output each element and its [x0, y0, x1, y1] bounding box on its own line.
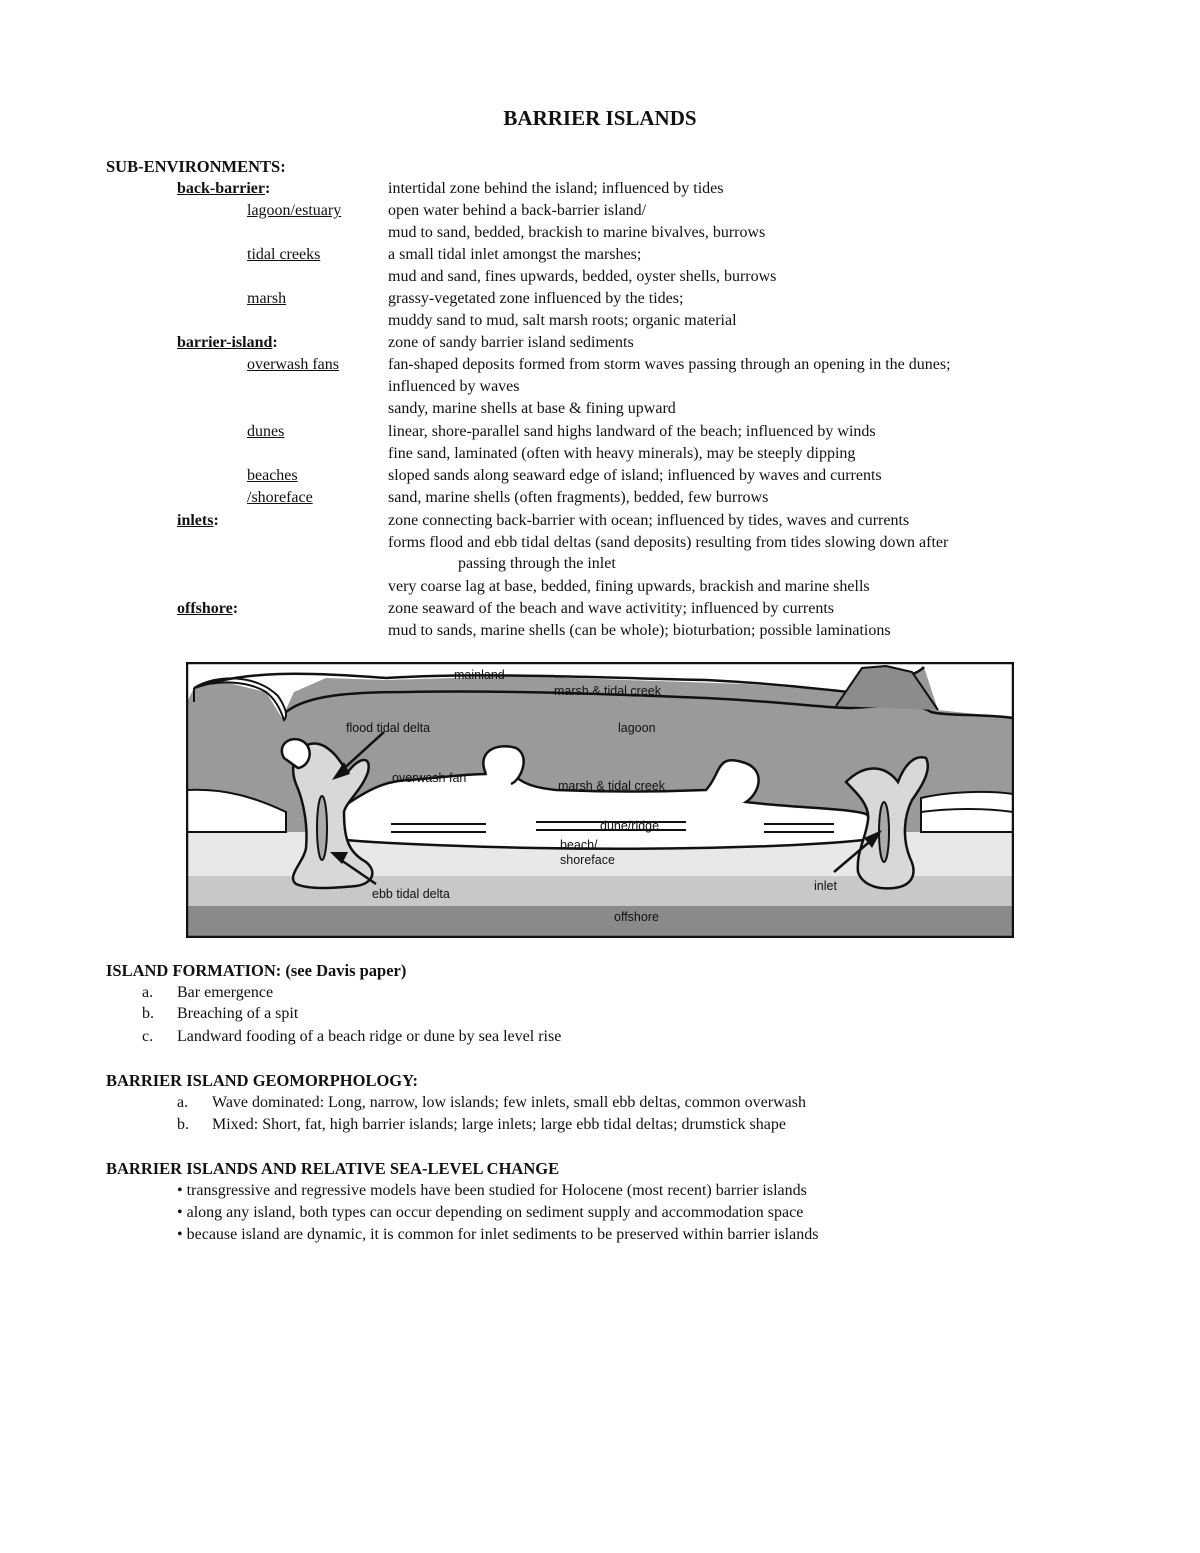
label-marsh-tidal-creek-top: marsh & tidal creek [554, 684, 661, 698]
bullet-icon: • [177, 1182, 183, 1199]
desc-marsh-2: muddy sand to mud, salt marsh roots; organic material [388, 312, 737, 329]
desc-beaches-1: sloped sands along seaward edge of island; influenced by waves and currents [388, 467, 882, 484]
sea-level-heading: BARRIER ISLANDS AND RELATIVE SEA-LEVEL CHANGE [106, 1159, 560, 1178]
term-lagoon: lagoon/estuary [247, 202, 342, 219]
geomorphology-heading: BARRIER ISLAND GEOMORPHOLOGY: [106, 1071, 419, 1090]
sub-environments-heading: SUB-ENVIRONMENTS: [106, 157, 286, 176]
label-dune-ridge: dune/ridge [600, 819, 660, 833]
term-overwash-fans: overwash fans [247, 356, 339, 373]
term-tidal-creeks: tidal creeks [247, 246, 321, 263]
desc-overwash-3: sandy, marine shells at base & fining upward [388, 400, 676, 417]
island-formation-heading: ISLAND FORMATION: (see Davis paper) [106, 961, 407, 980]
label-beach: beach/ [560, 838, 598, 852]
desc-overwash-1: fan-shaped deposits formed from storm waves passing through an opening in the dunes; [388, 356, 951, 373]
bullet-icon: • [177, 1226, 183, 1243]
desc-beaches-2: sand, marine shells (often fragments), bedded, few burrows [388, 489, 769, 506]
term-shoreface: /shoreface [247, 489, 313, 506]
geomorph-marker-b: b. [177, 1116, 189, 1133]
formation-marker-c: c. [142, 1028, 154, 1045]
desc-inlets-3: very coarse lag at base, bedded, fining upwards, brackish and marine shells [388, 578, 870, 595]
formation-marker-a: a. [142, 984, 154, 1001]
desc-inlets-2: forms flood and ebb tidal deltas (sand deposits) resulting from tides slowing down after [388, 534, 949, 551]
term-offshore: offshore: [177, 600, 239, 617]
formation-item-b: Breaching of a spit [177, 1005, 299, 1022]
term-barrier-island: barrier-island: [177, 334, 278, 351]
geomorph-marker-a: a. [177, 1094, 189, 1111]
term-inlets: inlets: [177, 512, 219, 529]
desc-marsh-1: grassy-vegetated zone influenced by the tides; [388, 290, 684, 307]
page-title: BARRIER ISLANDS [503, 106, 697, 130]
desc-back-barrier: intertidal zone behind the island; influenced by tides [388, 180, 724, 197]
formation-item-c: Landward fooding of a beach ridge or dune by sea level rise [177, 1028, 562, 1045]
desc-lagoon-1: open water behind a back-barrier island/ [388, 202, 647, 219]
label-lagoon: lagoon [618, 721, 656, 735]
term-back-barrier: back-barrier: [177, 180, 271, 197]
term-dunes: dunes [247, 423, 285, 440]
offshore-zone [187, 906, 1013, 936]
label-ebb-tidal-delta: ebb tidal delta [372, 887, 450, 901]
label-offshore: offshore [614, 910, 659, 924]
label-inlet: inlet [814, 879, 837, 893]
desc-dunes-1: linear, shore-parallel sand highs landward of the beach; influenced by winds [388, 423, 876, 440]
label-mainland: mainland [454, 668, 505, 682]
desc-inlets-2b: passing through the inlet [458, 555, 616, 572]
formation-item-a: Bar emergence [177, 984, 274, 1001]
desc-tidal-creeks-2: mud and sand, fines upwards, bedded, oyster shells, burrows [388, 268, 777, 285]
formation-marker-b: b. [142, 1005, 154, 1022]
label-marsh-tidal-creek-mid: marsh & tidal creek [558, 779, 665, 793]
term-marsh: marsh [247, 290, 287, 307]
desc-barrier-island: zone of sandy barrier island sediments [388, 334, 634, 351]
label-shoreface: shoreface [560, 853, 615, 867]
desc-offshore-2: mud to sands, marine shells (can be whole); bioturbation; possible laminations [388, 622, 891, 639]
desc-dunes-2: fine sand, laminated (often with heavy minerals), may be steeply dipping [388, 445, 856, 462]
geomorph-item-b: Mixed: Short, fat, high barrier islands; large inlets; large ebb tidal deltas; drumstick shape [212, 1116, 786, 1133]
desc-inlets-1: zone connecting back-barrier with ocean; influenced by tides, waves and currents [388, 512, 910, 529]
geomorph-item-a: Wave dominated: Long, narrow, low islands; few inlets, small ebb deltas, common overwash [212, 1094, 806, 1111]
sea-level-bullet-2: • along any island, both types can occur depending on sediment supply and accommodation space [177, 1204, 804, 1221]
label-flood-tidal-delta: flood tidal delta [346, 721, 431, 735]
sea-level-bullet-3: • because island are dynamic, it is common for inlet sediments to be preserved within barrier islands [177, 1226, 819, 1243]
desc-lagoon-2: mud to sand, bedded, brackish to marine bivalves, burrows [388, 224, 766, 241]
desc-tidal-creeks-1: a small tidal inlet amongst the marshes; [388, 246, 642, 263]
barrier-island-diagram [186, 662, 1014, 938]
bullet-icon: • [177, 1204, 183, 1221]
desc-offshore-1: zone seaward of the beach and wave activitity; influenced by currents [388, 600, 835, 617]
term-beaches: beaches [247, 467, 298, 484]
label-overwash-fan: overwash fan [392, 771, 467, 785]
sea-level-bullet-1: • transgressive and regressive models have been studied for Holocene (most recent) barrier islands [177, 1182, 807, 1199]
desc-overwash-2: influenced by waves [388, 378, 520, 395]
